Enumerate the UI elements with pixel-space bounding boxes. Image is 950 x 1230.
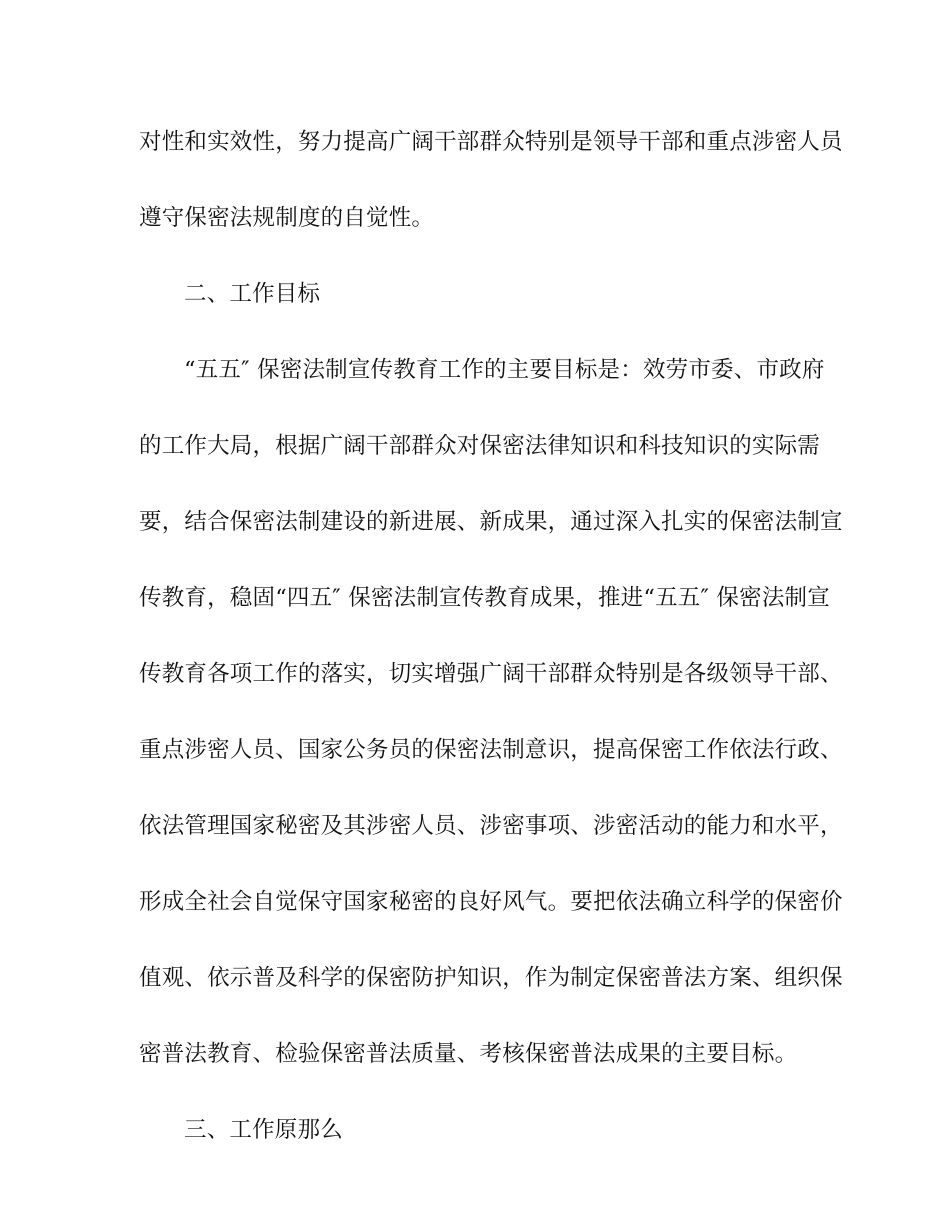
body-text-line: 依法管理国家秘密及其涉密人员、涉密事项、涉密活动的能力和水平， — [139, 813, 843, 839]
body-text-line: 对性和实效性，努力提高广阔干部群众特别是领导干部和重点涉密人员 — [139, 129, 843, 155]
body-text-line: 遵守保密法规制度的自觉性。 — [139, 205, 435, 231]
body-text-line: 的工作大局，根据广阔干部群众对保密法律知识和科技知识的实际需 — [139, 433, 821, 459]
body-text-line: 传教育，稳固“四五″ 保密法制宣传教育成果，推进“五五″ 保密法制宣 — [139, 585, 830, 611]
paragraph-first-line: “五五″ 保密法制宣传教育工作的主要目标是：效劳市委、市政府 — [184, 357, 825, 383]
body-text-line: 传教育各项工作的落实，切实增强广阔干部群众特别是各级领导干部、 — [139, 661, 843, 687]
body-text-line: 值观、依示普及科学的保密防护知识，作为制定保密普法方案、组织保 — [139, 965, 843, 991]
body-text-line: 密普法教育、检验保密普法质量、考核保密普法成果的主要目标。 — [139, 1041, 798, 1067]
section-heading: 二、工作目标 — [184, 281, 321, 307]
body-text-line: 重点涉密人员、国家公务员的保密法制意识，提高保密工作依法行政、 — [139, 737, 843, 763]
body-text-line: 形成全社会自觉保守国家秘密的良好风气。要把依法确立科学的保密价 — [139, 889, 843, 915]
section-heading: 三、工作原那么 — [184, 1117, 343, 1143]
body-text-line: 要，结合保密法制建设的新进展、新成果，通过深入扎实的保密法制宣 — [139, 509, 843, 535]
